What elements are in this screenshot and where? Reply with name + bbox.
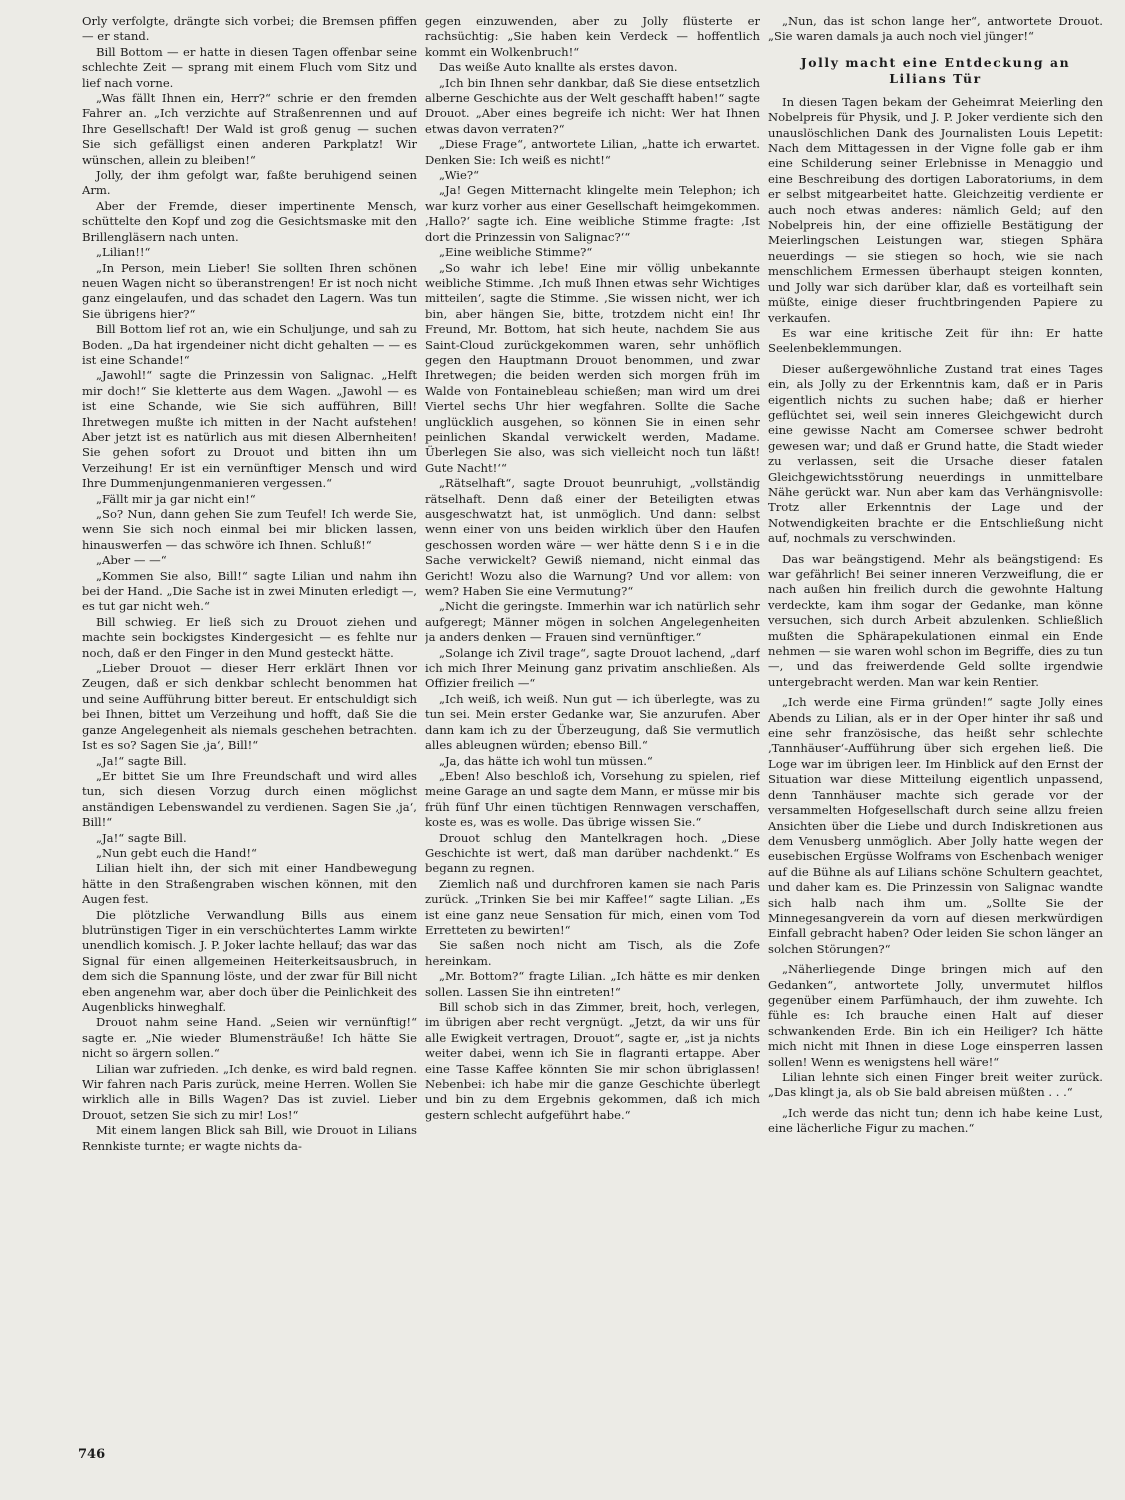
paragraph: „Diese Frage“, antwortete Lilian, „hatte ich erwartet. Denken Sie: Ich weiß es nicht!“ bbox=[425, 137, 760, 167]
chapter-heading-line1: Jolly macht eine Entdeckung an bbox=[800, 54, 1071, 70]
paragraph: „Er bittet Sie um Ihre Freundschaft und wird alles tun, sich diesen Vorzug durch einen möglichst anständigen Lebenswandel zu verdienen. Sagen Sie ‚ja‘, Bill!“ bbox=[82, 768, 417, 830]
paragraph: gegen einzuwenden, aber zu Jolly flüsterte er rachsüchtig: „Sie haben kein Verdeck — hoffentlich kommt ein Wolkenbruch!“ bbox=[425, 14, 760, 59]
text-column-right bbox=[768, 14, 1103, 1434]
paragraph: „Ja!“ sagte Bill. bbox=[96, 753, 187, 768]
paragraph: „Ja! Gegen Mitternacht klingelte mein Telephon; ich war kurz vorher aus einer Gesellschaft heimgekommen. ‚Hallo?‘ sagte ich. Eine weibliche Stimme fragte: ‚Ist dort die Prinzessin von Salignac?‘“ bbox=[425, 183, 760, 244]
chapter-heading bbox=[768, 55, 1103, 87]
paragraph: Lilian lehnte sich einen Finger breit weiter zurück. „Das klingt ja, als ob Sie bald abreisen müßten . . .“ bbox=[768, 1070, 1103, 1100]
paragraph: Das war beängstigend. Mehr als beängstigend: Es war gefährlich! Bei seiner inneren Verzweiflung, die er nach außen hin freilich durch die gewohnte Haltung verdeckte, kam ihm sogar der Gedanke, man könne versuchen, sich durch Arbeit abzulenken. Schließlich mußten die Sphärapekulationen einmal ein Ende nehmen — sie waren wohl schon im Begriffe, dies zu tun —, und das freiwerdende Geld sollte irgendwie untergebracht werden. Man war kein Rentier. bbox=[768, 551, 1103, 689]
chapter-heading-line2: Lilians Tür bbox=[889, 70, 982, 86]
paragraph: „Aber — —“ bbox=[96, 553, 167, 568]
paragraph: Die plötzliche Verwandlung Bills aus einem blutrünstigen Tiger in ein verschüchtertes Lamm wirkte unendlich komisch. J. P. Joker lachte hellauf; das war das Signal für einen allgemeinen Heiterkeitsausbruch, in dem sich die Spannung löste, und der zwar für Bill nicht eben angenehm war, aber doch über die Peinlichkeit des Augenblicks hinweghalf. bbox=[82, 907, 417, 1014]
paragraph: „Kommen Sie also, Bill!“ sagte Lilian und nahm ihn bei der Hand. „Die Sache ist in zwei Minuten erledigt —, es tut gar nicht weh.“ bbox=[82, 568, 417, 614]
paragraph: Es war eine kritische Zeit für ihn: Er hatte Seelenbeklemmungen. bbox=[768, 325, 1103, 356]
paragraph: Orly verfolgte, drängte sich vorbei; die Bremsen pfiffen — er stand. bbox=[82, 14, 417, 44]
paragraph: „Eine weibliche Stimme?“ bbox=[439, 245, 593, 260]
paragraph: Jolly, der ihm gefolgt war, faßte beruhigend seinen Arm. bbox=[82, 168, 417, 198]
paragraph: Dieser außergewöhnliche Zustand trat eines Tages ein, als Jolly zu der Erkenntnis kam, daß er in Paris eigentlich nichts zu suchen habe; daß er hierher geflüchtet sei, weil sein inneres Gleichgewicht durch eine gewisse Nacht am Comersee schwer bedroht gewesen war; und daß er Grund hatte, die Stadt wieder zu verlassen, seit die Ursache dieser fatalen Gleichgewichtsstörung neuerdings in unmittelbare Nähe gerückt war. Nun aber kam das Verhängnisvolle: Trotz aller Erkenntnis der Lage und der Notwendigkeiten brachte er die Entschließung nicht auf, nochmals zu verschwinden. bbox=[768, 361, 1103, 546]
paragraph: „Nicht die geringste. Immerhin war ich natürlich sehr aufgeregt; Männer mögen in solchen Angelegenheiten ja anders denken — Frauen sind vernünftiger.“ bbox=[425, 599, 760, 645]
paragraph: Bill schob sich in das Zimmer, breit, hoch, verlegen, im übrigen aber recht vergnügt. „Jetzt, da wir uns für alle Ewigkeit vertragen, Drouot“, sagte er, „ist ja nichts weiter dabei, wenn ich Sie in flagranti ertappe. Aber eine Tasse Kaffee könnten Sie mir schon übriglassen! Nebenbei: ich habe mir die ganze Geschichte überlegt und bin zu dem Ergebnis gekommen, daß ich mich gestern schlecht aufgeführt habe.“ bbox=[425, 1000, 760, 1122]
paragraph: „Wie?“ bbox=[439, 168, 480, 183]
paragraph: Mit einem langen Blick sah Bill, wie Drouot in Lilians Rennkiste turnte; er wagte nichts da- bbox=[82, 1123, 417, 1153]
paragraph: Das weiße Auto knallte als erstes davon. bbox=[439, 60, 678, 75]
paragraph: Bill schwieg. Er ließ sich zu Drouot ziehen und machte sein bockigstes Kindergesicht — es fehlte nur noch, daß er den Finger in den Mund gesteckt hätte. bbox=[82, 614, 417, 660]
paragraph: „In Person, mein Lieber! Sie sollten Ihren schönen neuen Wagen nicht so überanstrengen! Er ist noch nicht ganz eingelaufen, und das schadet den Lagern. Was tun Sie übrigens hier?“ bbox=[82, 260, 417, 321]
text-column-left bbox=[82, 14, 417, 1434]
text-column-middle bbox=[425, 14, 760, 1434]
paragraph: „Fällt mir ja gar nicht ein!“ bbox=[96, 491, 256, 506]
paragraph: „Nun, das ist schon lange her“, antwortete Drouot. „Sie waren damals ja auch noch viel jünger!“ bbox=[768, 14, 1103, 44]
paragraph: „So? Nun, dann gehen Sie zum Teufel! Ich werde Sie, wenn Sie sich noch einmal bei mir blicken lassen, hinauswerfen — das schwöre ich Ihnen. Schluß!“ bbox=[82, 507, 417, 552]
paragraph: „Solange ich Zivil trage“, sagte Drouot lachend, „darf ich mich Ihrer Meinung ganz privatim anschließen. Als Offizier freilich —“ bbox=[425, 645, 760, 691]
paragraph: Lilian war zufrieden. „Ich denke, es wird bald regnen. Wir fahren nach Paris zurück, meine Herren. Wollen Sie wirklich alle in Bills Wagen? Das ist zuviel. Lieber Drouot, setzen Sie sich zu mir! Los!“ bbox=[82, 1061, 417, 1122]
paragraph: „Ja, das hätte ich wohl tun müssen.“ bbox=[439, 753, 653, 768]
paragraph: Lilian hielt ihn, der sich mit einer Handbewegung hätte in den Straßengraben wischen können, mit den Augen fest. bbox=[82, 861, 417, 907]
paragraph: „Lilian!!“ bbox=[96, 245, 151, 260]
paragraph: „Ich werde das nicht tun; denn ich habe keine Lust, eine lächerliche Figur zu machen.“ bbox=[768, 1105, 1103, 1136]
paragraph: „Rätselhaft“, sagte Drouot beunruhigt, „vollständig rätselhaft. Denn daß einer der Beteiligten etwas ausgeschwatzt hat, ist unmöglich. Und dann: selbst wenn einer von uns beiden wirklich über den Haufen geschossen worden wäre — wer hätte denn S i e in die Sache verwickelt? Gewiß niemand, nicht einmal das Gericht! Wozu also die Warnung? Und vor allem: von wem? Haben Sie eine Vermutung?“ bbox=[425, 476, 760, 599]
paragraph: „So wahr ich lebe! Eine mir völlig unbekannte weibliche Stimme. ‚Ich muß Ihnen etwas sehr Wichtiges mitteilen‘, sagte die Stimme. ‚Sie wissen nicht, wer ich bin, aber hängen Sie, bitte, trotzdem nicht ein! Ihr Freund, Mr. Bottom, hat sich heute, nachdem Sie aus Saint-Cloud zurückgekommen waren, sehr unhöflich gegen den Hauptmann Drouot benommen, und zwar Ihretwegen; die beiden werden sich morgen früh im Walde von Fontainebleau schießen; man wird um drei Viertel sechs Uhr hier wegfahren. Sollte die Sache unglücklich ausgehen, so können Sie in einen sehr peinlichen Skandal verwickelt werden, Madame. Überlegen Sie also, was sich vielleicht noch tun läßt! Gute Nacht!‘“ bbox=[425, 260, 760, 475]
paragraph: Sie saßen noch nicht am Tisch, als die Zofe hereinkam. bbox=[425, 938, 760, 968]
paragraph: „Eben! Also beschloß ich, Vorsehung zu spielen, rief meine Garage an und sagte dem Mann, er müsse mir bis früh fünf Uhr einen tüchtigen Rennwagen verschaffen, koste es, was es wolle. Das übrige wissen Sie.“ bbox=[425, 768, 760, 830]
paragraph: „Was fällt Ihnen ein, Herr?“ schrie er den fremden Fahrer an. „Ich verzichte auf Straßenrennen und auf Ihre Gesellschaft! Der Wald ist groß genug — suchen Sie sich gefälligst einen anderen Parkplatz! Wir wünschen, allein zu bleiben!“ bbox=[82, 91, 417, 167]
paragraph: Drouot schlug den Mantelkragen hoch. „Diese Geschichte ist wert, daß man darüber nachdenkt.“ Es begann zu regnen. bbox=[425, 830, 760, 876]
paragraph: „Ich bin Ihnen sehr dankbar, daß Sie diese entsetzlich alberne Geschichte aus der Welt geschafft haben!“ sagte Drouot. „Aber eines begreife ich nicht: Wer hat Ihnen etwas davon verraten?“ bbox=[425, 75, 760, 136]
paragraph: „Jawohl!“ sagte die Prinzessin von Salignac. „Helft mir doch!“ Sie kletterte aus dem Wagen. „Jawohl — es ist eine Schande, wie Sie sich aufführen, Bill! Ihretwegen mußte ich mitten in der Nacht aufstehen! Aber jetzt ist es natürlich aus mit diesen Albernheiten! Sie gehen sofort zu Drouot und bitten ihn um Verzeihung! Er ist ein vernünftiger Mensch und wird Ihre Dummenjungenmanieren vergessen.“ bbox=[82, 368, 417, 491]
paragraph: „Lieber Drouot — dieser Herr erklärt Ihnen vor Zeugen, daß er sich denkbar schlecht benommen hat und seine Aufführung bitter bereut. Er entschuldigt sich bei Ihnen, bittet um Verzeihung und hofft, daß Sie die ganze Angelegenheit als niemals geschehen betrachten. Ist es so? Sagen Sie ‚ja‘, Bill!“ bbox=[82, 661, 417, 753]
paragraph: „Näherliegende Dinge bringen mich auf den Gedanken“, antwortete Jolly, unvermutet hilflos gegenüber einem Parfümhauch, der ihm zuwehte. Ich fühle es: Ich brauche einen Halt auf dieser schwankenden Erde. Bin ich ein Heiliger? Ich hätte mich nicht mit Ihnen in diese Loge einsperren lassen sollen! Wenn es wenigstens hell wäre!“ bbox=[768, 962, 1103, 1069]
paragraph: „Mr. Bottom?“ fragte Lilian. „Ich hätte es mir denken sollen. Lassen Sie ihn eintreten!“ bbox=[425, 969, 760, 999]
paragraph: „Nun gebt euch die Hand!“ bbox=[96, 845, 257, 860]
paragraph: Aber der Fremde, dieser impertinente Mensch, schüttelte den Kopf und zog die Gesichtsmaske mit den Brillengläsern nach unten. bbox=[82, 198, 417, 244]
paragraph: Ziemlich naß und durchfroren kamen sie nach Paris zurück. „Trinken Sie bei mir Kaffee!“ sagte Lilian. „Es ist eine ganz neue Sensation für mich, einen vom Tod Erretteten zu bewirten!“ bbox=[425, 876, 760, 937]
paragraph: Bill Bottom lief rot an, wie ein Schuljunge, und sah zu Boden. „Da hat irgendeiner nicht dicht gehalten — — es ist eine Schande!“ bbox=[82, 322, 417, 367]
paragraph: Bill Bottom — er hatte in diesen Tagen offenbar seine schlechte Zeit — sprang mit einem Fluch vom Sitz und lief nach vorne. bbox=[82, 44, 417, 90]
paragraph: „Ja!“ sagte Bill. bbox=[96, 830, 187, 845]
paragraph: „Ich werde eine Firma gründen!“ sagte Jolly eines Abends zu Lilian, als er in der Oper hinter ihr saß und eine sehr französische, das heißt sehr schlechte ‚Tannhäuser‘-Aufführung über sich ergehen ließ. Die Loge war im übrigen leer. Im Hinblick auf den Ernst der Situation war diese Mitteilung eigentlich unpassend, denn Tannhäuser machte sich gerade vor der versammelten Hofgesellschaft durch seine allzu freien Ansichten über die Liebe und durch Indiskretionen aus dem Venusberg unmöglich. Aber Jolly hatte wegen der eusebischen Ergüsse Wolframs von Eschenbach weniger auf die Bühne als auf Lilians schöne Schultern geachtet, und daher kam es. Die Prinzessin von Salignac wandte sich halb nach ihm um. „Sollte Sie der Minnegesangverein da vorn auf diesen merkwürdigen Einfall gebracht haben? Oder leiden Sie schon länger an solchen Störungen?“ bbox=[768, 695, 1103, 956]
page-number: 746 bbox=[78, 1447, 106, 1462]
paragraph: Drouot nahm seine Hand. „Seien wir vernünftig!“ sagte er. „Nie wieder Blumensträuße! Ich hätte Sie nicht so ärgern sollen.“ bbox=[82, 1015, 417, 1061]
paragraph: In diesen Tagen bekam der Geheimrat Meierling den Nobelpreis für Physik, und J. P. Joker verdiente sich den unauslöschlichen Dank des Journalisten Louis Lepetit: Nach dem Mittagessen in der Vigne folle gab er ihm eine Schilderung seiner Erlebnisse in Menaggio und eine Beschreibung des dortigen Laboratoriums, in dem er selbst mitgearbeitet hatte. Gleichzeitig verdiente er auch noch etwas anderes: nämlich Geld; auf den Nobelpreis hin, der eine offizielle Bestätigung der Meierlingschen Leistungen war, stiegen Sphära neuerdings — sie stiegen so hoch, wie sie nach menschlichem Ermessen überhaupt steigen konnten, und Jolly war sich darüber klar, daß es vorteilhaft sein müßte, einige dieser fruchtbringenden Papiere zu verkaufen. bbox=[768, 94, 1103, 325]
paragraph: „Ich weiß, ich weiß. Nun gut — ich überlegte, was zu tun sei. Mein erster Gedanke war, Sie anzurufen. Aber dann kam ich zu der Überzeugung, daß Sie vermutlich alles ableugnen würden; ebenso Bill.“ bbox=[425, 691, 760, 753]
